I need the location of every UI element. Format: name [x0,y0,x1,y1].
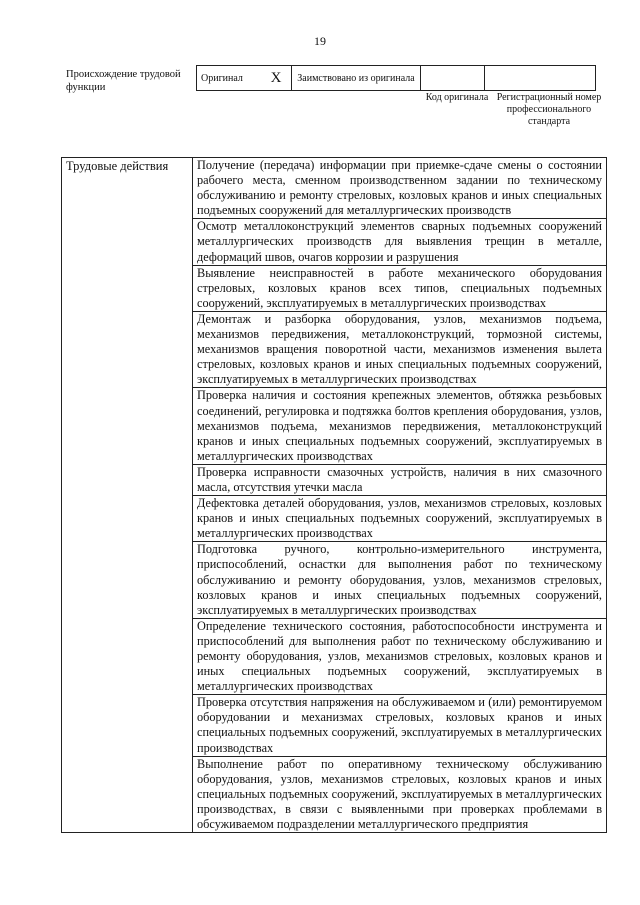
labor-action-item: Получение (передача) информации при приемке-сдаче смены о состоянии рабочего места, сменном производственном задании по техническому обслуживанию и ремонту стреловых, козловых кранов и иных специальных подъемных сооружений для металлургических производств [193,158,607,219]
labor-action-item: Определение технического состояния, работоспособности инструмента и приспособлений для выполнения работ по техническому обслуживанию и ремонту оборудования, узлов, механизмов стреловых, козловых кранов и иных специальных подъемных сооружений, эксплуатируемых в металлургических производствах [193,618,607,694]
borrowed-label: Заимствовано из оригинала [292,66,421,91]
labor-action-item: Осмотр металлоконструкций элементов сварных подъемных сооружений металлургических производств для выявления трещин в металле, деформаций швов, очагов коррозии и разрушения [193,219,607,265]
origin-label: Происхождение трудовой функции [66,69,181,93]
labor-actions-label: Трудовые действия [62,158,193,833]
labor-action-item: Дефектовка деталей оборудования, узлов, механизмов стреловых, козловых кранов и иных специальных подъемных сооружений, эксплуатируемых в металлургических производствах [193,496,607,542]
registration-number-cell [485,66,596,91]
original-code-cell [421,66,485,91]
labor-actions-table [61,157,607,833]
labor-action-item: Выполнение работ по оперативному техническому обслуживанию оборудования, узлов, механизмов стреловых, козловых кранов и иных специальных подъемных сооружений, эксплуатируемых в металлургических производствах, в связи с выявленными при проверках проблемами в обсуживаемом подразделении металлургического предприятия [193,756,607,832]
labor-action-item: Проверка исправности смазочных устройств, наличия в них смазочного масла, отсутствия утечки масла [193,464,607,495]
original-mark: X [261,66,292,91]
original-label: Оригинал [197,66,262,91]
labor-action-item: Демонтаж и разборка оборудования, узлов, механизмов подъема, механизмов передвижения, металлоконструкций, тормозной системы, механизмов вращения поворотной части, механизмов изменения вылета стреловых, козловых кранов и иных специальных подъемных сооружений, эксплуатируемых в металлургических производствах [193,311,607,387]
registration-number-caption: Регистрационный номер профессионального стандарта [496,92,602,127]
labor-action-item: Подготовка ручного, контрольно-измерительного инструмента, приспособлений, оснастки для выполнения работ по техническому обслуживанию и ремонту оборудования, узлов, механизмов стреловых, козловых кранов и иных специальных подъемных сооружений, эксплуатируемых в металлургических производствах [193,542,607,618]
labor-action-item: Проверка наличия и состояния крепежных элементов, обтяжка резьбовых соединений, регулировка и подтяжка болтов крепления оборудования, узлов, механизмов подъема, механизмов передвижения, металлоконструкций кранов и иных специальных подъемных сооружений, эксплуатируемых в металлургических производствах [193,388,607,464]
labor-action-item: Выявление неисправностей в работе механического оборудования стреловых, козловых кранов всех типов, специальных подъемных сооружений, эксплуатируемых в металлургических производствах [193,265,607,311]
origin-row [197,66,596,91]
labor-action-item: Проверка отсутствия напряжения на обслуживаемом и (или) ремонтируемом оборудовании и механизмах стреловых, козловых кранов и иных специальных подъемных сооружений, эксплуатируемых в металлургических производствах [193,695,607,756]
code-caption: Код оригинала [425,92,489,103]
labor-action-row [62,158,607,219]
origin-table [196,65,596,91]
page-number: 19 [314,34,326,48]
